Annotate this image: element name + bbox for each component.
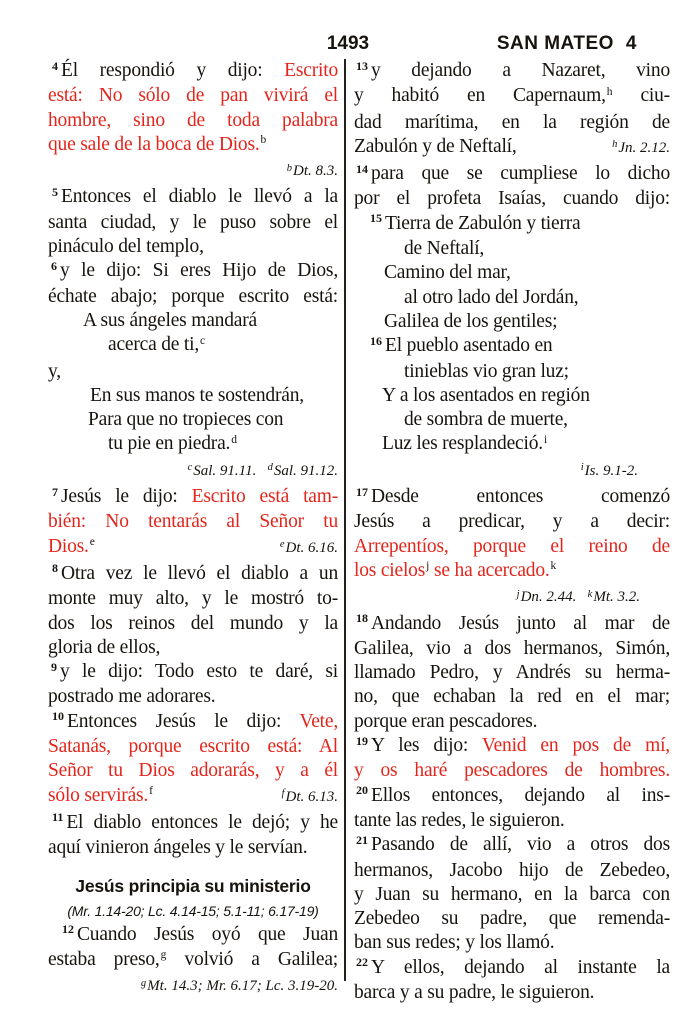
text-segment: y, [48, 360, 61, 382]
text-line [48, 735, 338, 759]
text-segment: dos los reinos del mundo y la [48, 612, 338, 634]
cross-reference: Dn. 2.44. [520, 589, 577, 606]
footnote-marker: h [606, 85, 613, 98]
text-segment: Jesús principia su ministerio [75, 875, 311, 896]
red-letter-text: Venid en pos de mí, [481, 735, 670, 757]
text-line [48, 408, 338, 432]
text-line [48, 185, 338, 210]
text-line [48, 360, 338, 384]
text-segment: Zebedeo su padre, que remenda- [354, 908, 670, 930]
text-line [354, 956, 670, 981]
text-segment: A sus ángeles mandará [83, 309, 257, 331]
text-segment [576, 589, 587, 605]
text-line [48, 84, 338, 108]
footnote-inline [282, 785, 338, 811]
footnote-marker: g [160, 949, 167, 962]
text-line [354, 859, 670, 883]
text-segment: Jesús le dijo: [61, 486, 192, 508]
cross-reference: Mt. 3.2. [593, 589, 640, 606]
text-segment: tante las redes, le siguieron. [354, 809, 565, 831]
footnote-marker: i [543, 433, 548, 446]
red-letter-text: se ha acercado. [429, 559, 550, 581]
text-segment: échate abajo; porque escrito está: [48, 285, 338, 307]
red-letter-text: que sale de la boca de Dios. [48, 133, 260, 155]
text-line [354, 907, 670, 931]
text-line [354, 759, 670, 783]
text-line [354, 84, 670, 110]
footnote-marker: i [580, 462, 584, 474]
footnote-marker: b [286, 162, 292, 174]
verse-number: 15 [370, 211, 382, 226]
text-segment: y dejando a Nazaret, vino [371, 60, 670, 81]
text-line [48, 485, 338, 510]
verse-number: 20 [356, 783, 368, 798]
text-segment: no, que echaban la red en el mar; [354, 686, 670, 708]
text-line [354, 237, 670, 261]
text-segment: y le dijo: Todo esto te daré, si [60, 661, 338, 683]
text-line [48, 309, 338, 333]
red-letter-text: Vete, [299, 710, 338, 732]
text-segment: porque eran pescadores. [354, 710, 538, 732]
text-line [48, 948, 338, 974]
cross-reference: Is. 9.1-2. [584, 462, 638, 479]
text-segment: Y les dijo: [371, 735, 482, 757]
red-letter-text: Satanás, porque escrito está: Al [48, 736, 338, 758]
red-letter-text: Arrepentíos, porque el reino de [354, 535, 670, 557]
running-head [497, 33, 637, 55]
text-segment: Desde entonces comenzó [371, 486, 670, 508]
footnote-inline [612, 136, 670, 162]
cross-reference: Jn. 2.12. [618, 139, 670, 156]
text-segment: santa ciudad, y le puso sobre el [48, 211, 338, 233]
text-segment: y Juan su hermano, en la barca con [354, 883, 670, 905]
footnote-marker: g [140, 977, 147, 989]
text-line [48, 333, 338, 359]
text-line [354, 685, 670, 709]
text-line [48, 923, 338, 948]
verse-number: 10 [52, 709, 64, 724]
red-letter-text: y os haré pescadores de hombres. [354, 760, 670, 782]
red-letter-text: sólo servirás. [48, 784, 149, 806]
text-line [354, 485, 670, 510]
text-line [48, 259, 338, 284]
text-line [354, 883, 670, 907]
text-segment: Zabulón y de Neftalí, [354, 135, 517, 157]
verse-number: 4 [52, 58, 58, 73]
text-segment: gloria de ellos, [48, 636, 161, 658]
text-segment: llamado Pedro, y Andrés su herma- [354, 662, 670, 684]
text-line [354, 710, 670, 734]
text-line [354, 981, 670, 1005]
text-segment: tu pie en piedra. [108, 433, 231, 455]
text-line [354, 360, 670, 384]
footnote-marker: k [587, 588, 593, 600]
footnote-marker: k [550, 560, 557, 573]
footnote-line [354, 459, 670, 485]
footnote-marker: j [426, 560, 430, 573]
footnote-marker: f [149, 785, 153, 798]
text-line [354, 833, 670, 858]
verse-number: 19 [356, 733, 368, 748]
text-segment-group [48, 535, 95, 561]
footnote-marker: e [279, 539, 285, 551]
two-column-text [48, 59, 670, 1005]
section-references [48, 900, 338, 923]
footnote-marker: h [612, 139, 618, 151]
text-segment: de sombra de muerte, [404, 409, 568, 431]
text-segment: En sus manos te sostendrán, [90, 384, 304, 406]
text-line [354, 931, 670, 955]
text-segment: pináculo del templo, [48, 236, 204, 258]
verse-number: 5 [52, 184, 58, 199]
text-segment: Galilea de los gentiles; [384, 310, 558, 332]
cross-reference: Dt. 8.3. [293, 163, 338, 180]
text-line [48, 784, 338, 811]
text-line [48, 510, 338, 534]
footnote-marker: c [187, 462, 193, 474]
text-segment: volvió a Galilea; [166, 948, 339, 970]
footnote-line [48, 159, 338, 185]
text-line [354, 286, 670, 310]
section-heading [48, 872, 338, 900]
cross-reference: Sal. 91.11. [193, 462, 257, 479]
text-segment: barca y a su padre, le siguieron. [354, 981, 595, 1003]
text-segment: Jesús a predicar, y a decir: [354, 511, 670, 533]
text-line [354, 334, 670, 359]
text-line [354, 212, 670, 237]
text-segment: aquí vinieron ángeles y le servían. [48, 837, 308, 859]
text-line [354, 111, 670, 135]
text-line [48, 133, 338, 159]
text-segment: El diablo entonces le dejó; y he [66, 811, 338, 833]
text-segment: ciu- [612, 85, 670, 107]
cross-reference: Dt. 6.13. [285, 788, 338, 805]
verse-number: 7 [52, 484, 58, 499]
text-segment: Tierra de Zabulón y tierra [385, 212, 581, 234]
red-letter-text: Escrito [284, 60, 338, 81]
text-line [354, 784, 670, 809]
footnote-line [48, 974, 338, 1000]
footnote-line [48, 459, 338, 485]
text-segment: estaba preso, [48, 948, 160, 970]
text-line [48, 285, 338, 309]
red-letter-text: Señor tu Dios adorarás, y a él [48, 760, 338, 782]
text-segment: Para que no tropieces con [88, 409, 284, 431]
text-line [48, 562, 338, 587]
footnote-line [354, 585, 670, 611]
text-line [48, 535, 338, 562]
footnote-marker: f [281, 788, 285, 800]
book-name: SAN MATEO [496, 33, 614, 54]
verse-number: 8 [52, 561, 58, 576]
footnote-marker: j [516, 588, 520, 600]
text-line [48, 636, 338, 660]
text-line [48, 836, 338, 860]
page-number: 1493 [326, 33, 370, 54]
text-segment: El pueblo asentado en [385, 335, 553, 357]
red-letter-text: Dios. [48, 535, 89, 557]
verse-number: 12 [62, 922, 74, 936]
text-segment-group [48, 784, 153, 810]
text-line [48, 384, 338, 408]
verse-number: 16 [370, 333, 382, 348]
text-line [354, 612, 670, 637]
text-segment: Cuando Jesús oyó que Juan [77, 923, 338, 945]
text-line [354, 559, 670, 585]
text-segment: Luz les resplandeció. [382, 433, 543, 455]
text-segment: hermanos, Jacobo hijo de Zebedeo, [354, 859, 670, 881]
text-line [48, 685, 338, 709]
red-letter-text: Escrito está tam- [191, 486, 339, 508]
left-column [48, 59, 338, 1005]
text-segment: y le dijo: Si eres Hijo de Dios, [60, 260, 338, 282]
text-segment: ban sus redes; y los llamó. [354, 932, 555, 954]
text-segment: (Mr. 1.14-20; Lc. 4.14-15; 5.1-11; 6.17-19) [67, 902, 319, 919]
verse-number: 17 [356, 484, 368, 499]
text-segment-group [354, 135, 517, 159]
text-line [48, 759, 338, 783]
text-line [354, 384, 670, 408]
verse-number: 13 [356, 58, 368, 73]
verse-number: 11 [52, 810, 64, 825]
text-line [354, 187, 670, 211]
text-line [48, 211, 338, 235]
text-line [354, 59, 670, 84]
text-line [48, 432, 338, 458]
text-line [48, 235, 338, 259]
text-line [48, 59, 338, 84]
text-segment: Andando Jesús junto al mar de [371, 612, 670, 634]
verse-number: 22 [356, 955, 368, 970]
footnote-marker: b [260, 134, 267, 147]
text-segment: Él respondió y dijo: [61, 60, 285, 81]
text-segment: Entonces Jesús le dijo: [67, 710, 300, 732]
text-segment: de Neftalí, [404, 238, 485, 260]
text-line [354, 661, 670, 685]
right-column [354, 59, 670, 1005]
text-line [354, 809, 670, 833]
red-letter-text: hombre, sino de toda palabra [48, 109, 338, 131]
text-segment: postrado me adorares. [48, 686, 216, 708]
text-line [354, 510, 670, 534]
text-segment: para que se cumpliese lo dicho [371, 163, 670, 185]
verse-number: 9 [51, 659, 57, 674]
text-segment: y habitó en Capernaum, [354, 85, 606, 107]
text-line [48, 109, 338, 133]
text-segment: acerca de ti, [108, 334, 200, 356]
text-line [48, 811, 338, 836]
text-line [48, 612, 338, 636]
red-letter-text: está: No sólo de pan vivirá el [48, 85, 338, 107]
red-letter-text: bién: No tentarás al Señor tu [48, 511, 338, 533]
text-line [48, 587, 338, 611]
text-segment: Y ellos, dejando al instante la [371, 956, 670, 978]
verse-number: 6 [51, 258, 57, 273]
page-header [0, 33, 682, 57]
text-segment: tinieblas vio gran luz; [404, 360, 569, 382]
footnote-marker: e [89, 536, 95, 549]
text-line [354, 162, 670, 187]
text-segment: dad marítima, en la región de [354, 111, 670, 133]
text-segment: Ellos entonces, dejando al ins- [371, 784, 670, 806]
text-segment: Galilea, vio a dos hermanos, Simón, [354, 637, 670, 659]
text-line [354, 261, 670, 285]
text-segment: monte muy alto, y le mostró to- [48, 588, 338, 610]
text-segment: al otro lado del Jordán, [404, 286, 579, 308]
text-line [354, 535, 670, 559]
text-segment: Y a los asentados en región [382, 384, 590, 406]
text-line [354, 408, 670, 432]
text-segment: por el profeta Isaías, cuando dijo: [354, 188, 670, 210]
text-line [354, 637, 670, 661]
footnote-inline [280, 536, 338, 562]
cross-reference: Sal. 91.12. [273, 462, 338, 479]
verse-number: 14 [356, 161, 368, 176]
text-line [354, 135, 670, 162]
text-line [48, 660, 338, 685]
footnote-marker: d [231, 433, 237, 446]
column-divider [344, 59, 346, 981]
text-segment [256, 463, 267, 479]
footnote-marker: c [200, 334, 206, 347]
verse-number: 21 [356, 832, 368, 847]
text-segment: Pasando de allí, vio a otros dos [371, 834, 670, 856]
text-segment: Entonces el diablo le llevó a la [61, 186, 338, 208]
red-letter-text: los cielos [354, 559, 426, 581]
text-segment: Otra vez le llevó el diablo a un [61, 562, 338, 584]
text-line [354, 310, 670, 334]
verse-number: 18 [356, 611, 368, 626]
chapter-number: 4 [625, 33, 637, 54]
cross-reference: Mt. 14.3; Mr. 6.17; Lc. 3.19-20. [147, 978, 338, 995]
text-segment: Camino del mar, [384, 262, 511, 284]
text-line [48, 710, 338, 735]
footnote-marker: d [267, 462, 273, 474]
cross-reference: Dt. 6.16. [285, 539, 338, 556]
text-line [354, 734, 670, 759]
text-line [354, 432, 670, 458]
